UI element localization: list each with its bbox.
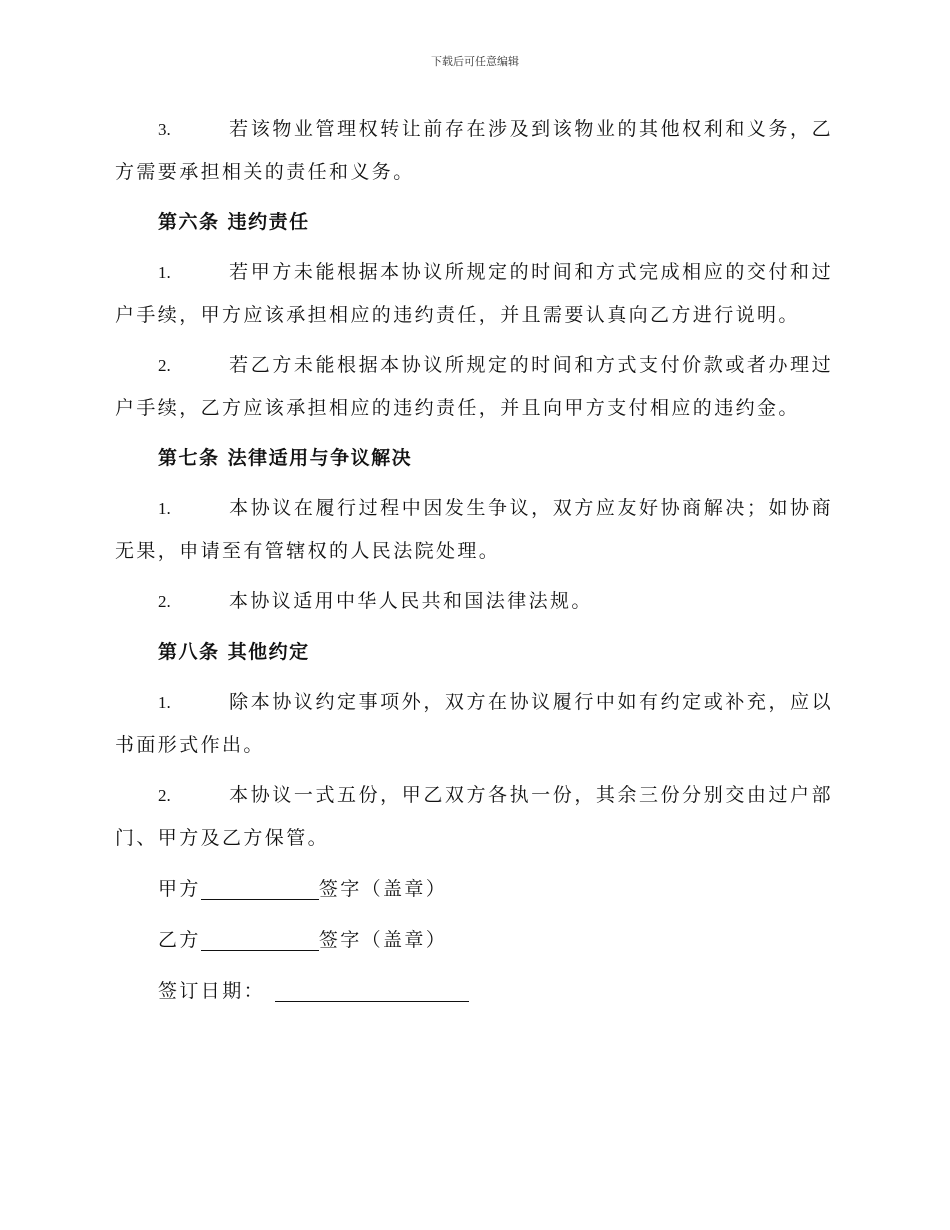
clause-7-item-1 [115,487,833,572]
item-text: 除本协议约定事项外，双方在协议履行中如有约定或补充，应以书面形式作出。 [115,691,833,756]
date-label: 签订日期： [158,980,266,1002]
date-blank[interactable] [275,969,469,1002]
item-number: 1. [158,693,171,712]
item-text: 若该物业管理权转让前存在涉及到该物业的其他权利和义务，乙方需要承担相关的责任和义务。 [115,118,833,183]
clause-7-title: 第七条 法律适用与争议解决 [158,447,413,469]
clause-8-title: 第八条 其他约定 [158,641,310,663]
party-b-suffix: 签字（盖章） [318,929,448,951]
party-b-label: 乙方 [158,929,201,951]
clause-6-item-2 [115,344,833,429]
party-a-blank[interactable] [201,867,319,900]
clause-8-item-1 [115,681,833,766]
party-b-signature [115,918,833,961]
clause-6-title: 第六条 违约责任 [158,211,310,233]
party-a-signature [115,867,833,910]
clause-6-item-1 [115,251,833,336]
party-a-suffix: 签字（盖章） [318,878,448,900]
signing-date [115,969,833,1012]
item-number: 1. [158,499,171,518]
item-text: 若甲方未能根据本协议所规定的时间和方式完成相应的交付和过户手续，甲方应该承担相应的违约责任，并且需要认真向乙方进行说明。 [115,261,833,326]
item-number: 1. [158,263,171,282]
clause-7-item-2 [115,580,833,623]
item-number: 3. [158,120,171,139]
item-text: 本协议适用中华人民共和国法律法规。 [229,590,593,612]
item-number: 2. [158,786,171,805]
item-number: 2. [158,356,171,375]
clause-5-item-3 [115,108,833,193]
item-text: 若乙方未能根据本协议所规定的时间和方式支付价款或者办理过户手续，乙方应该承担相应的违约责任，并且向甲方支付相应的违约金。 [115,354,833,419]
header-note: 下载后可任意编辑 [431,55,519,68]
party-a-label: 甲方 [158,878,201,900]
clause-8-item-2 [115,774,833,859]
item-number: 2. [158,592,171,611]
document-body [115,108,833,1020]
party-b-blank[interactable] [201,918,319,951]
item-text: 本协议在履行过程中因发生争议，双方应友好协商解决；如协商无果，申请至有管辖权的人民法院处理。 [115,497,833,562]
item-text: 本协议一式五份，甲乙双方各执一份，其余三份分别交由过户部门、甲方及乙方保管。 [115,784,833,849]
